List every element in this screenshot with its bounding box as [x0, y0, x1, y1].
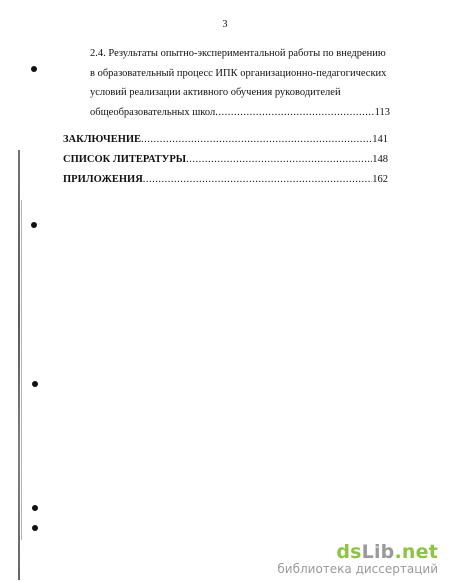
punch-hole-mark [31, 222, 37, 228]
dot-leader [143, 170, 372, 190]
toc-entry-references [63, 150, 388, 170]
dot-leader [215, 103, 374, 123]
toc-sub-entry-line: 2.4. Результаты опытно-экспериментальной работы по внедрению [90, 48, 386, 59]
dot-leader [186, 150, 372, 170]
watermark-logo: dsLib.net [336, 541, 438, 563]
punch-hole-mark [32, 381, 38, 387]
page-number: 3 [222, 19, 228, 30]
toc-sub-entry-line: общеобразовательных школ [90, 106, 216, 118]
toc-sub-entry-line: условий реализации активного обучения руководителей [90, 87, 341, 98]
toc-entry-title: СПИСОК ЛИТЕРАТУРЫ [63, 154, 187, 165]
toc-main-entries [63, 130, 388, 190]
dslib-watermark [277, 542, 438, 576]
toc-page-number: 162 [372, 174, 388, 185]
toc-page-number: 148 [372, 154, 388, 165]
toc-entry-title: ЗАКЛЮЧЕНИЕ [63, 134, 142, 145]
toc-entry-conclusion [63, 130, 388, 150]
toc-sub-entry [90, 44, 390, 122]
punch-hole-mark [31, 66, 37, 72]
toc-page-number: 113 [374, 106, 390, 118]
punch-hole-mark [32, 505, 38, 511]
watermark-caption: библиотека диссертаций [277, 562, 438, 576]
toc-page-number: 141 [372, 134, 388, 145]
binding-edge [18, 150, 20, 580]
toc-entry-title: ПРИЛОЖЕНИЯ [63, 174, 143, 185]
punch-hole-mark [32, 525, 38, 531]
dot-leader [141, 130, 372, 150]
toc-sub-entry-leader-row [90, 103, 390, 123]
toc-entry-appendices [63, 170, 388, 190]
binding-edge-secondary [21, 200, 22, 540]
toc-sub-entry-line: в образовательный процесс ИПК организационно-педагогических [90, 67, 387, 79]
